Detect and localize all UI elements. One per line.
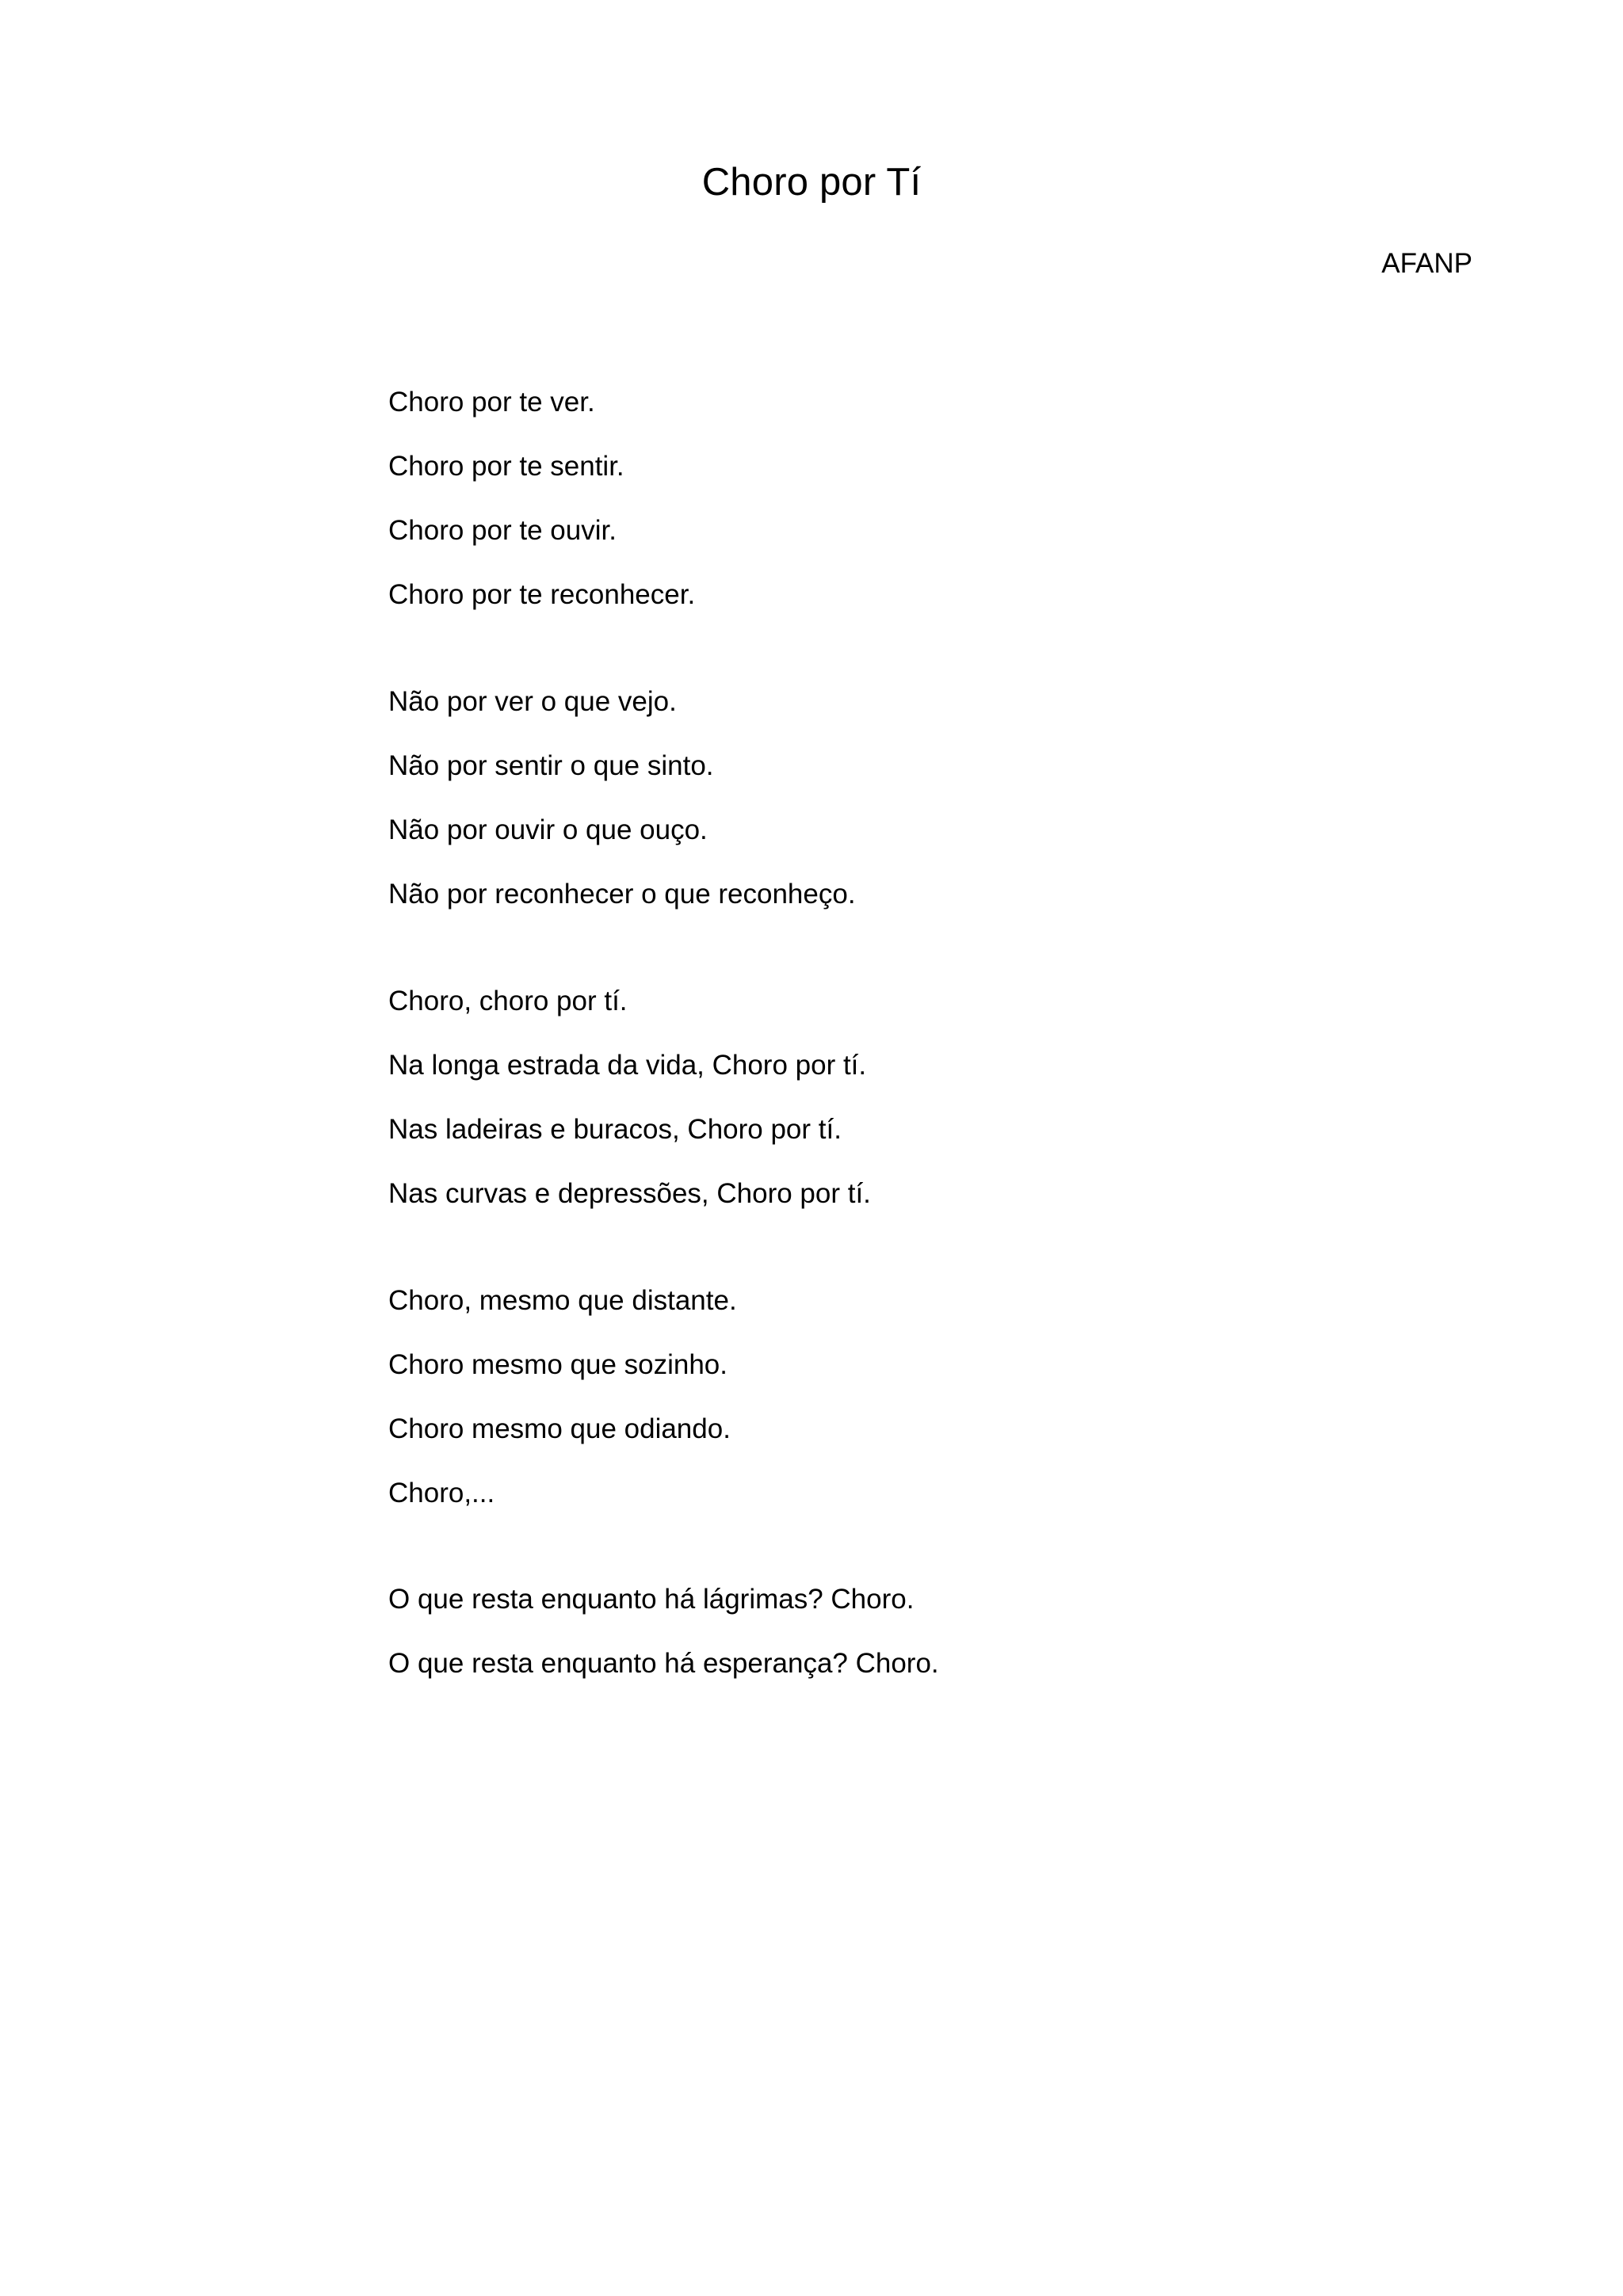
poem-line: Choro, choro por tí. [388, 986, 628, 1016]
poem-author: AFANP [1381, 248, 1472, 279]
poem-line: Choro,... [388, 1478, 495, 1508]
poem-line: Nas ladeiras e buracos, Choro por tí. [388, 1114, 842, 1145]
poem-title: Choro por Tí [701, 161, 922, 204]
poem-line: Choro mesmo que sozinho. [388, 1349, 727, 1380]
poem-line: Choro por te sentir. [388, 451, 624, 482]
stanza-1 [388, 384, 695, 641]
poem-line: Não por reconhecer o que reconheço. [388, 879, 856, 910]
poem-line: Choro por te ver. [388, 387, 595, 418]
stanza-2 [388, 684, 856, 940]
poem-line: O que resta enquanto há lágrimas? Choro. [388, 1584, 915, 1615]
stanza-5 [388, 1581, 939, 1710]
poem-line: Choro mesmo que odiando. [388, 1413, 731, 1444]
poem-line: Não por sentir o que sinto. [388, 750, 714, 781]
poem-line: Choro por te reconhecer. [388, 579, 696, 610]
poem-line: Choro, mesmo que distante. [388, 1285, 737, 1316]
poem-line: Choro por te ouvir. [388, 515, 617, 546]
poem-line: Na longa estrada da vida, Choro por tí. [388, 1050, 867, 1081]
stanza-3 [388, 983, 871, 1240]
stanza-4 [388, 1283, 737, 1539]
poem-line: O que resta enquanto há esperança? Choro. [388, 1648, 939, 1679]
poem-line: Não por ouvir o que ouço. [388, 814, 708, 845]
poem-line: Não por ver o que vejo. [388, 686, 677, 717]
poem-line: Nas curvas e depressões, Choro por tí. [388, 1178, 871, 1209]
